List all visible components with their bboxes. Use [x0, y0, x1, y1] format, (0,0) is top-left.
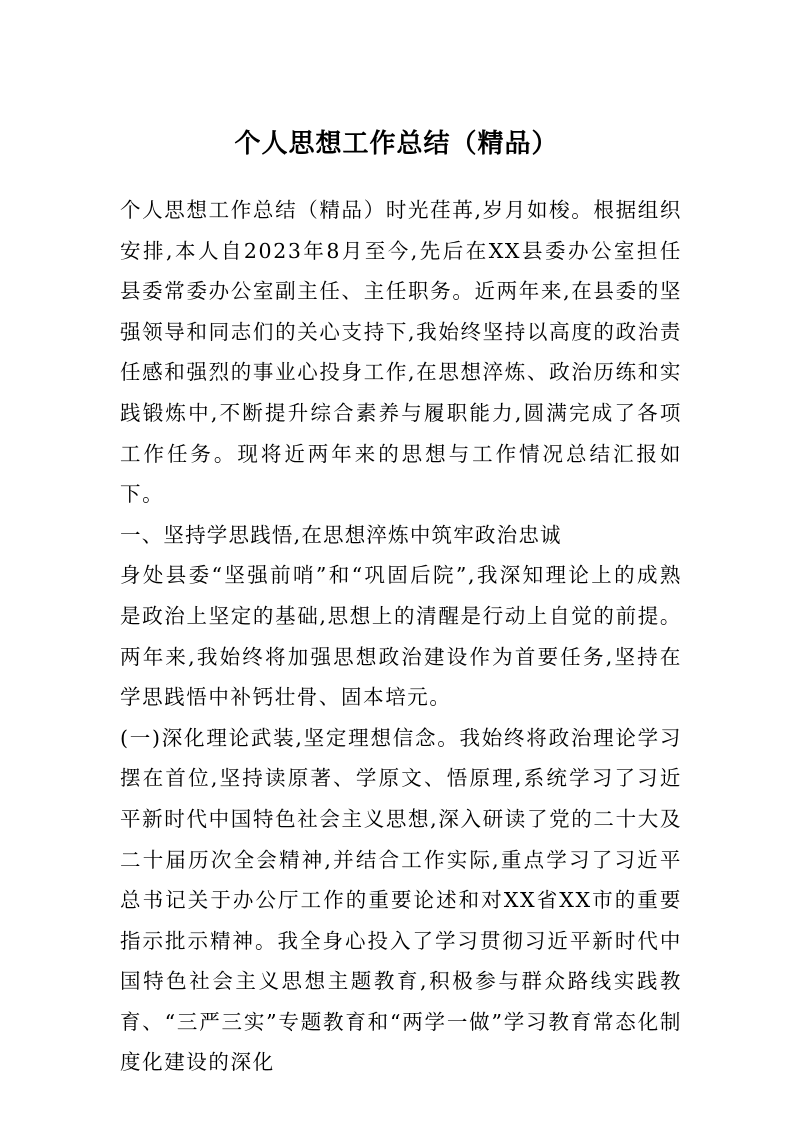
intro-paragraph: 个人思想工作总结（精品）时光荏苒,岁月如梭。根据组织安排,本人自2023年8月至今,先后在XX县委办公室担任县委常委办公室副主任、主任职务。近两年来,在县委的坚强领导和同志们的关心支持下,我始终坚持以高度的政治责任感和强烈的事业心投身工作,在思想淬炼、政治历练和实践锻炼中,不断提升综合素养与履职能力,圆满完成了各项工作任务。现将近两年来的思想与工作情况总结汇报如下。 — [120, 198, 682, 507]
document-title: 个人思想工作总结（精品） — [234, 129, 559, 159]
section-intro-paragraph: 身处县委“坚强前哨”和“巩固后院”,我深知理论上的成熟是政治上坚定的基础,思想上的清醒是行动上自觉的前提。两年来,我始终将加强思想政治建设作为首要任务,坚持在学思践悟中补钙壮骨、固本培元。 — [120, 563, 682, 710]
subsection-paragraph: (一)深化理论武装,坚定理想信念。我始终将政治理论学习摆在首位,坚持读原著、学原文、悟原理,系统学习了习近平新时代中国特色社会主义思想,深入研读了党的二十大及二十届历次全会精神,并结合工作实际,重点学习了习近平总书记关于办公厅工作的重要论述和对XX省XX市的重要指示批示精神。我全身心投入了学习贯彻习近平新时代中国特色社会主义思想主题教育,积极参与群众路线实践教育、“三严三实”专题教育和“两学一做”学习教育常态化制度化建设的深化 — [120, 725, 682, 1075]
document-body — [120, 190, 682, 1083]
section-heading: 一、坚持学思践悟,在思想淬炼中筑牢政治忠诚 — [120, 522, 562, 547]
